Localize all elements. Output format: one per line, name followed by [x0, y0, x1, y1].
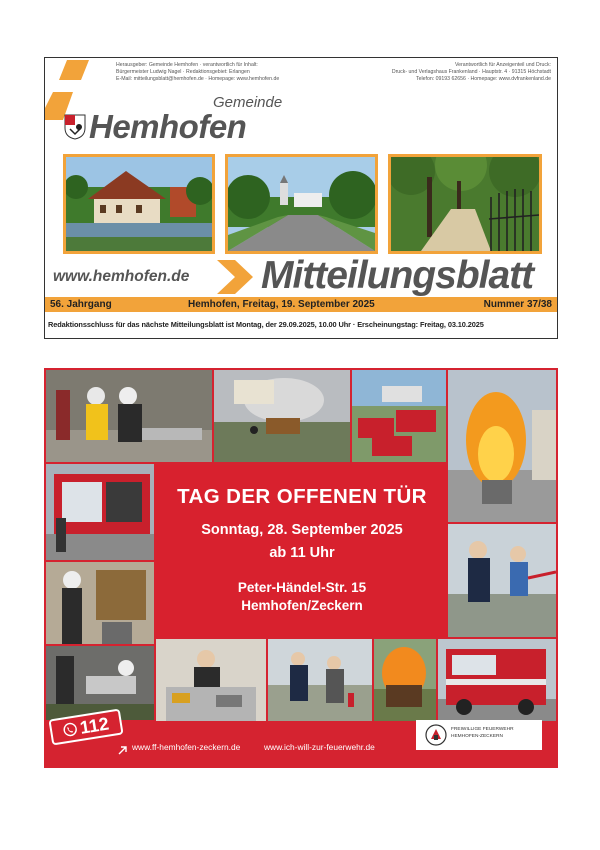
issue-info-bar [45, 297, 557, 312]
imprint-line: Druck- und Verlagshaus Frankenland · Hauptstr. 4 · 91315 Höchstadt [391, 69, 551, 76]
chevron-decoration-icon [217, 260, 261, 294]
imprint-line: Herausgeber: Gemeinde Hemhofen · verantwortlich für Inhalt: [116, 62, 258, 68]
event-info-box [156, 465, 448, 637]
recruitment-website-link[interactable]: www.ich-will-zur-feuerwehr.de [264, 742, 375, 752]
imprint-line: Telefon: 09193 62656 · Homepage: www.dvfrankenland.de [416, 76, 551, 83]
village-street-photo [225, 154, 378, 254]
imprint-line: Bürgermeister Ludwig Nagel · Redaktionsgebiet: Erlangen [116, 69, 250, 76]
publication-title: Mitteilungsblatt [261, 254, 534, 297]
open-day-poster [44, 368, 558, 768]
arrow-icon [118, 745, 128, 755]
fire-trucks-photo [352, 370, 446, 462]
event-time: ab 11 Uhr [269, 545, 335, 561]
town-name: Hemhofen [89, 108, 247, 145]
fire-brigade-emblem-icon [424, 723, 448, 747]
equipment-truck-photo [46, 464, 154, 560]
logo-line: FREIWILLIGE FEUERWEHR [451, 727, 514, 732]
house-pond-photo [63, 154, 215, 254]
park-path-photo [388, 154, 542, 254]
municipality-label: Gemeinde [213, 94, 283, 111]
imprint-line: Verantwortlich für Anzeigenteil und Druck: [454, 62, 551, 68]
cutting-tool-demo-photo [46, 646, 154, 720]
website-link[interactable]: www.hemhofen.de [53, 268, 190, 285]
fire-brigade-logo [416, 720, 542, 750]
publisher-imprint [116, 62, 279, 84]
fire-training-photo [214, 370, 350, 462]
extinguisher-training-photo [268, 639, 372, 721]
printer-imprint [392, 62, 551, 84]
event-date: Sonntag, 28. September 2025 [201, 522, 403, 538]
historic-fire-truck-photo [438, 639, 556, 721]
municipal-crest-icon [64, 114, 86, 140]
event-title: TAG DER OFFENEN TÜR [177, 485, 427, 508]
fire-brigade-website-link[interactable]: www.ff-hemhofen-zeckern.de [132, 742, 241, 752]
imprint-line: E-Mail: mitteilungsblatt@hemhofen.de · Homepage: www.hemhofen.de [116, 76, 280, 83]
burning-hut-photo [374, 639, 436, 721]
emergency-number: 112 [78, 713, 111, 738]
editorial-deadline: Redaktionsschluss für das nächste Mitteilungsblatt ist Montag, der 29.09.2025, 10.00 Uhr · Erscheinungstag: Freitag, 03.10.2025 [48, 320, 484, 329]
newsletter-masthead [44, 57, 558, 339]
issue-number: Nummer 37/38 [483, 299, 552, 310]
kids-hose-photo [448, 524, 556, 637]
event-street: Peter-Händel-Str. 15 [237, 580, 367, 595]
event-place: Hemhofen/Zeckern [241, 598, 363, 613]
issue-date: Hemhofen, Freitag, 19. September 2025 [188, 299, 375, 310]
firefighters-rescue-photo [46, 370, 212, 462]
phone-icon [62, 721, 78, 737]
volume-label: 56. Jahrgang [50, 299, 112, 310]
logo-line: HEMHOFEN-ZECKERN [451, 734, 503, 739]
gas-fire-demo-photo [448, 370, 556, 522]
firefighter-lift-photo [46, 562, 154, 644]
tool-display-photo [156, 639, 266, 721]
